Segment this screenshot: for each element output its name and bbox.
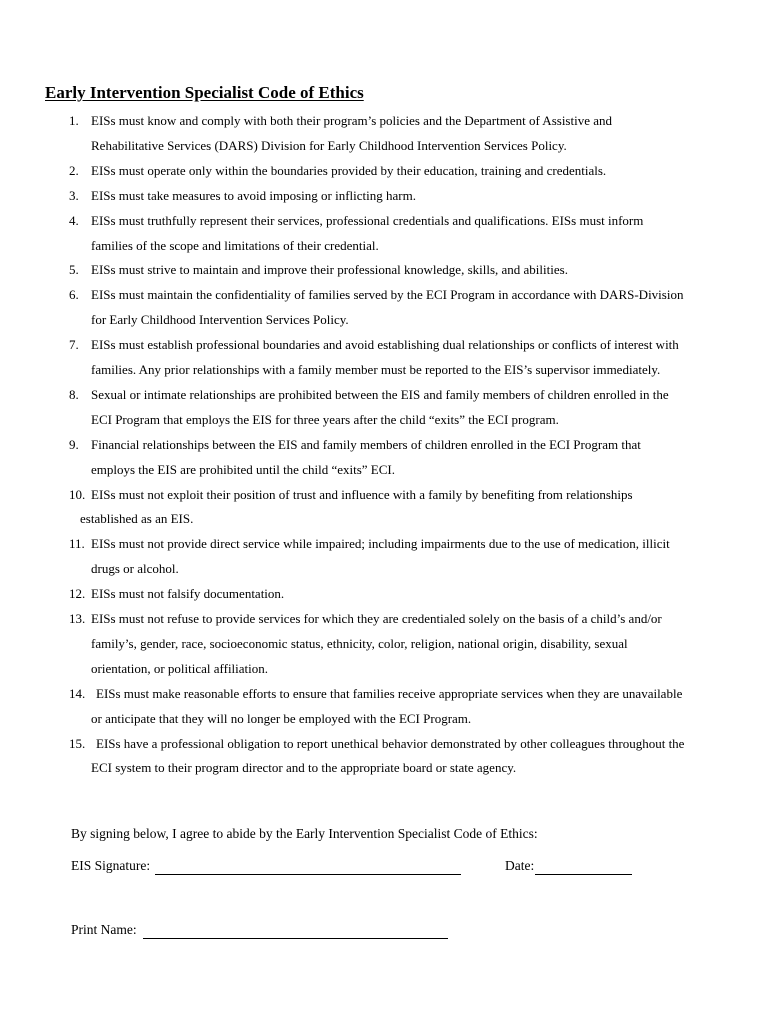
item-text-line: ECI Program that employs the EIS for three years after the child “exits” the ECI program. [91,411,559,427]
item-number: 3. [69,187,79,203]
item-number: 11. [69,536,85,552]
item-text-line: EISs must establish professional boundaries and avoid establishing dual relationships or conflicts of interest with [91,337,679,353]
item-text-line: established as an EIS. [80,511,194,527]
signature-field[interactable] [155,874,461,875]
item-text-line: orientation, or political affiliation. [91,660,269,676]
item-number: 10. [69,486,86,502]
item-number: 12. [69,586,86,602]
print-name-field[interactable] [143,938,448,939]
item-number: 4. [69,212,79,228]
item-number: 6. [69,287,79,303]
item-number: 9. [69,436,79,452]
item-number: 13. [69,611,86,626]
date-label: Date: [505,858,535,873]
item-text-line: drugs or alcohol. [91,561,179,577]
item-number: 2. [69,162,79,178]
item-text-line: EISs must know and comply with both their program’s policies and the Department of Assistive and [91,113,613,128]
item-text-line: employs the EIS are prohibited until the child “exits” ECI. [91,461,395,477]
item-text-line: EISs must make reasonable efforts to ensure that families receive appropriate services when they are unavailable [96,685,683,701]
item-text-line: EISs must operate only within the boundaries provided by their education, training and credentials. [91,162,607,178]
item-text-line: EISs must strive to maintain and improve their professional knowledge, skills, and abilities. [91,262,568,278]
item-text-line: or anticipate that they will no longer be employed with the ECI Program. [91,710,472,726]
item-number: 15. [69,735,86,751]
item-text-line: EISs must not refuse to provide services for which they are credentialed solely on the basis of a child’s and/or [91,611,662,626]
signature-label: EIS Signature: [71,858,151,873]
item-number: 1. [69,113,79,128]
item-text-line: EISs have a professional obligation to report unethical behavior demonstrated by other colleagues throughout the [96,735,685,751]
item-text-line: family’s, gender, race, socioeconomic status, ethnicity, color, religion, national origin, disability, sexual [91,635,628,651]
item-text-line: EISs must not provide direct service while impaired; including impairments due to the use of medication, illicit [91,536,670,552]
item-number: 5. [69,262,79,278]
item-text-line: ECI system to their program director and to the appropriate board or state agency. [91,760,517,776]
document-title: Early Intervention Specialist Code of Ethics [45,83,364,102]
item-number: 7. [69,337,79,353]
agreement-statement: By signing below, I agree to abide by the Early Intervention Specialist Code of Ethics: [71,826,538,841]
item-text-line: Rehabilitative Services (DARS) Division for Early Childhood Intervention Services Policy. [91,137,567,153]
item-text-line: Sexual or intimate relationships are prohibited between the EIS and family members of children enrolled in the [91,386,669,402]
item-text-line: families. Any prior relationships with a family member must be reported to the EIS’s supervisor immediately. [91,362,661,377]
item-text-line: Financial relationships between the EIS and family members of children enrolled in the ECI Program that [91,436,641,452]
item-text-line: EISs must not falsify documentation. [91,586,285,602]
date-field[interactable] [535,874,632,875]
item-text-line: EISs must not exploit their position of trust and influence with a family by benefiting from relationships [91,486,633,502]
item-text-line: families of the scope and limitations of their credential. [91,237,379,253]
item-text-line: EISs must take measures to avoid imposing or inflicting harm. [91,187,416,203]
item-number: 14. [69,685,86,701]
item-text-line: for Early Childhood Intervention Services Policy. [91,312,349,328]
item-text-line: EISs must maintain the confidentiality of families served by the ECI Program in accordance with DARS-Division [91,287,684,303]
print-name-label: Print Name: [71,922,137,937]
item-number: 8. [69,386,79,402]
item-text-line: EISs must truthfully represent their services, professional credentials and qualifications. EISs must inform [91,212,644,228]
